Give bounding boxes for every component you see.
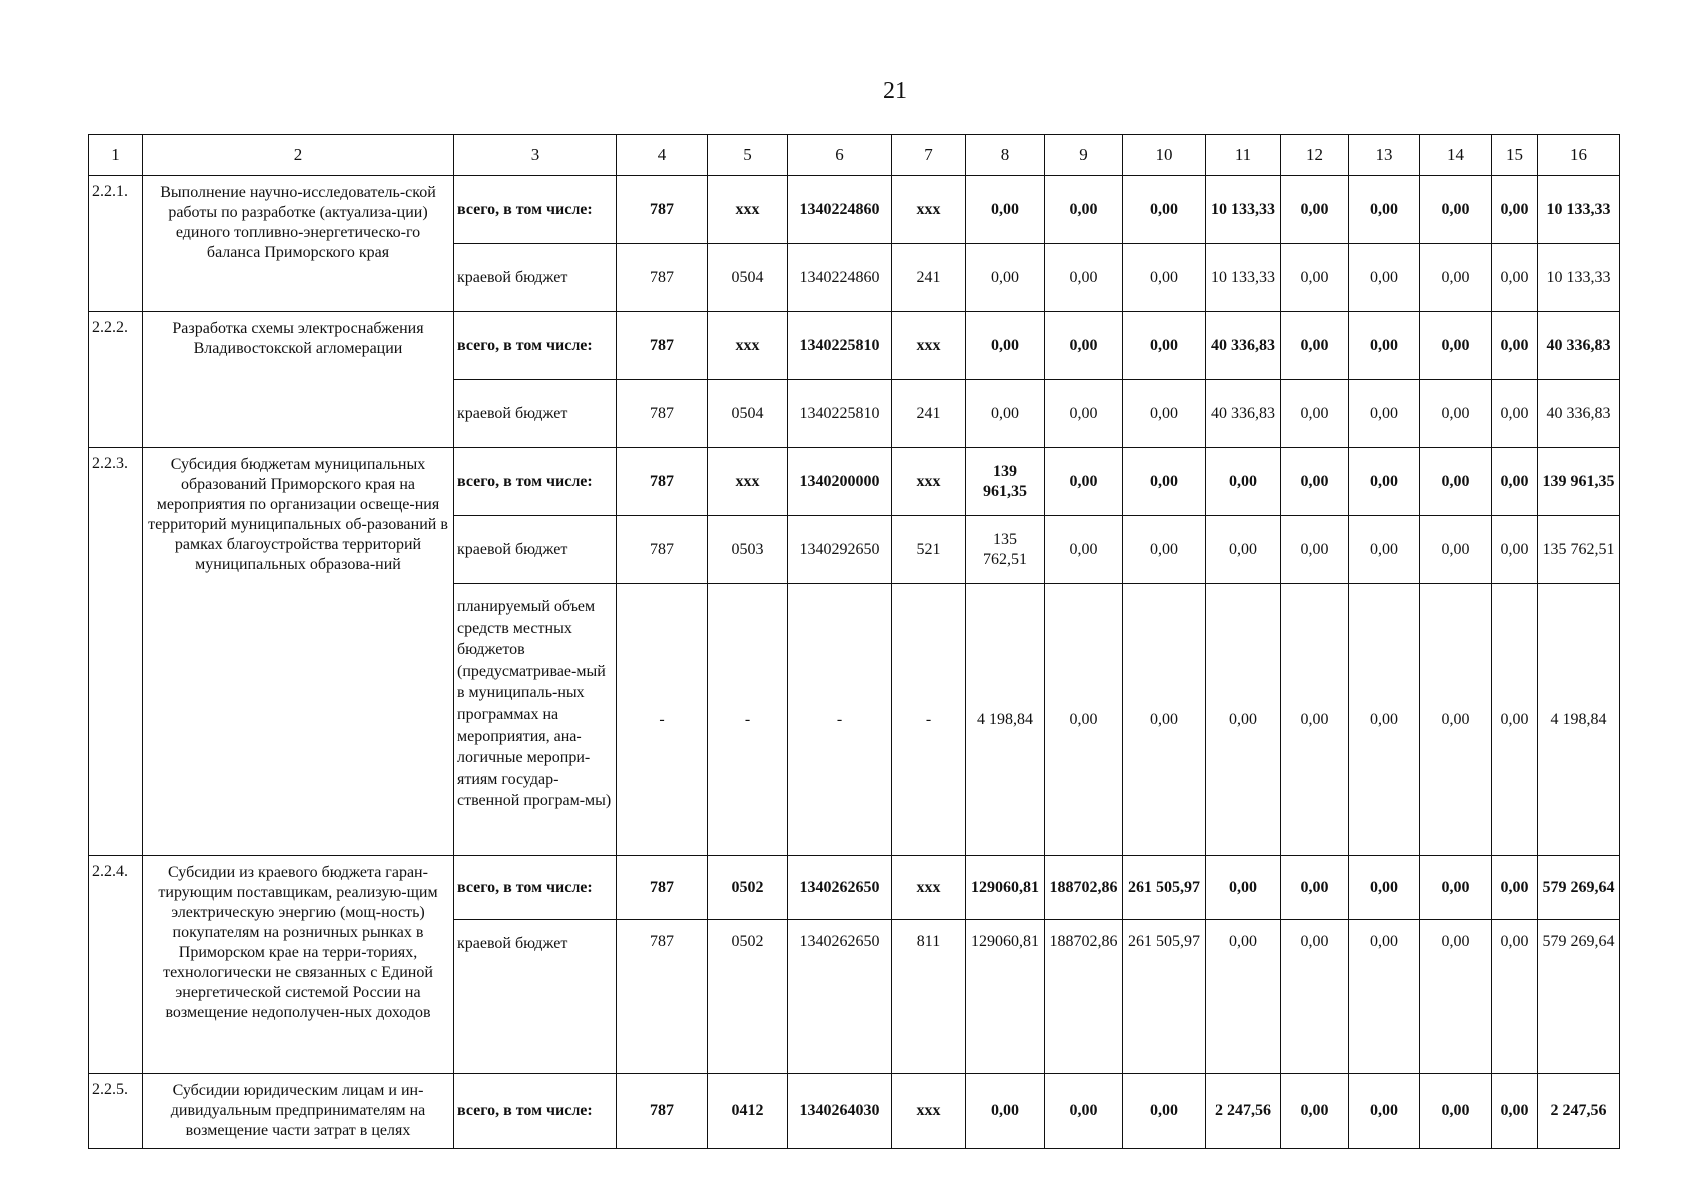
cell-value: xxx [892, 312, 966, 380]
cell-value: 0,00 [1206, 448, 1281, 516]
column-header: 6 [788, 135, 892, 176]
cell-value: 811 [892, 920, 966, 1074]
cell-value: 40 336,83 [1206, 312, 1281, 380]
cell-value: 188702,86 [1045, 856, 1123, 920]
cell-value: 10 133,33 [1538, 176, 1620, 244]
cell-value: 0,00 [1206, 584, 1281, 856]
cell-value: 787 [617, 1074, 708, 1149]
item-number: 2.2.1. [89, 176, 143, 312]
cell-value: 0,00 [966, 380, 1045, 448]
cell-value: 0,00 [1123, 448, 1206, 516]
cell-value: 0,00 [1349, 584, 1420, 856]
cell-value: 0,00 [1045, 380, 1123, 448]
cell-value: 1340224860 [788, 176, 892, 244]
cell-value: 2 247,56 [1538, 1074, 1620, 1149]
cell-value: 0,00 [1045, 584, 1123, 856]
cell-value: 0,00 [1492, 1074, 1538, 1149]
funding-source: краевой бюджет [454, 244, 617, 312]
column-header: 9 [1045, 135, 1123, 176]
cell-value: 0,00 [1420, 176, 1492, 244]
cell-value: 0,00 [1420, 516, 1492, 584]
cell-value: 40 336,83 [1538, 312, 1620, 380]
cell-value: 0503 [708, 516, 788, 584]
cell-value: 0,00 [1349, 856, 1420, 920]
column-header: 8 [966, 135, 1045, 176]
cell-value: 0,00 [1492, 448, 1538, 516]
column-header-row [89, 135, 1620, 176]
item-name: Разработка схемы электроснабжения Владивостокской агломерации [143, 312, 454, 448]
cell-value: 0,00 [1123, 516, 1206, 584]
cell-value: 0,00 [1420, 1074, 1492, 1149]
cell-value: 0,00 [966, 1074, 1045, 1149]
column-header: 5 [708, 135, 788, 176]
cell-value: 0,00 [1349, 244, 1420, 312]
item-name: Выполнение научно-исследователь-ской работы по разработке (актуализа-ции) единого топливно-энергетическо-го баланса Приморского края [143, 176, 454, 312]
cell-value: 40 336,83 [1538, 380, 1620, 448]
cell-value: 521 [892, 516, 966, 584]
cell-value: 0,00 [1492, 176, 1538, 244]
cell-value: 0412 [708, 1074, 788, 1149]
funding-source: всего, в том числе: [454, 856, 617, 920]
cell-value: 1340200000 [788, 448, 892, 516]
column-header: 11 [1206, 135, 1281, 176]
cell-value: 0,00 [1492, 584, 1538, 856]
cell-value: 787 [617, 920, 708, 1074]
cell-value: 0,00 [1349, 920, 1420, 1074]
funding-source: всего, в том числе: [454, 1074, 617, 1149]
cell-value: xxx [708, 448, 788, 516]
column-header: 13 [1349, 135, 1420, 176]
cell-value: 0,00 [966, 244, 1045, 312]
page-number: 21 [883, 78, 907, 104]
cell-value: 579 269,64 [1538, 920, 1620, 1074]
funding-source: краевой бюджет [454, 380, 617, 448]
cell-value: 787 [617, 448, 708, 516]
column-header: 3 [454, 135, 617, 176]
cell-value: 0,00 [1420, 856, 1492, 920]
cell-value: 261 505,97 [1123, 856, 1206, 920]
cell-value: 0,00 [1349, 312, 1420, 380]
cell-value: 135 762,51 [1538, 516, 1620, 584]
cell-value: 0,00 [1281, 244, 1349, 312]
cell-value: 1340264030 [788, 1074, 892, 1149]
cell-value: 1340225810 [788, 380, 892, 448]
cell-value: 0,00 [1492, 920, 1538, 1074]
cell-value: 0,00 [1123, 380, 1206, 448]
item-number: 2.2.3. [89, 448, 143, 856]
cell-value: 1340292650 [788, 516, 892, 584]
cell-value: - [892, 584, 966, 856]
cell-value: 0,00 [1281, 920, 1349, 1074]
cell-value: 0,00 [966, 176, 1045, 244]
cell-value: 0504 [708, 244, 788, 312]
cell-value: 1340262650 [788, 920, 892, 1074]
cell-value: 787 [617, 380, 708, 448]
cell-value: 0,00 [1281, 856, 1349, 920]
cell-value: 787 [617, 856, 708, 920]
table-row-total [89, 312, 1620, 380]
cell-value: 0,00 [1281, 448, 1349, 516]
item-number: 2.2.2. [89, 312, 143, 448]
column-header: 4 [617, 135, 708, 176]
cell-value: 0504 [708, 380, 788, 448]
budget-table [88, 134, 1620, 1149]
cell-value: 10 133,33 [1206, 176, 1281, 244]
column-header: 2 [143, 135, 454, 176]
cell-value: 0,00 [1045, 516, 1123, 584]
cell-value: 1340225810 [788, 312, 892, 380]
table-row-total [89, 176, 1620, 244]
column-header: 7 [892, 135, 966, 176]
funding-source: всего, в том числе: [454, 176, 617, 244]
cell-value: 135 762,51 [966, 516, 1045, 584]
cell-value: 0,00 [1123, 312, 1206, 380]
cell-value: 0502 [708, 856, 788, 920]
cell-value: 787 [617, 176, 708, 244]
cell-value: 0,00 [1123, 584, 1206, 856]
cell-value: - [788, 584, 892, 856]
item-number: 2.2.4. [89, 856, 143, 1074]
cell-value: 1340262650 [788, 856, 892, 920]
cell-value: 0,00 [1349, 380, 1420, 448]
cell-value: - [708, 584, 788, 856]
cell-value: 139 961,35 [1538, 448, 1620, 516]
cell-value: 0,00 [1492, 244, 1538, 312]
table-row-total [89, 856, 1620, 920]
cell-value: xxx [892, 856, 966, 920]
column-header: 12 [1281, 135, 1349, 176]
column-header: 1 [89, 135, 143, 176]
cell-value: xxx [892, 448, 966, 516]
cell-value: 0,00 [1123, 1074, 1206, 1149]
cell-value: xxx [892, 1074, 966, 1149]
cell-value: 0,00 [1349, 448, 1420, 516]
cell-value: 0,00 [1045, 312, 1123, 380]
cell-value: 0502 [708, 920, 788, 1074]
cell-value: 0,00 [1281, 516, 1349, 584]
cell-value: xxx [708, 176, 788, 244]
cell-value: 0,00 [1492, 856, 1538, 920]
cell-value: 261 505,97 [1123, 920, 1206, 1074]
cell-value: 0,00 [1281, 584, 1349, 856]
cell-value: xxx [708, 312, 788, 380]
cell-value: 4 198,84 [966, 584, 1045, 856]
cell-value: 129060,81 [966, 856, 1045, 920]
cell-value: 1340224860 [788, 244, 892, 312]
cell-value: 0,00 [1349, 1074, 1420, 1149]
funding-source: краевой бюджет [454, 920, 617, 1074]
cell-value: 787 [617, 312, 708, 380]
cell-value: 0,00 [1420, 312, 1492, 380]
cell-value: 0,00 [1123, 176, 1206, 244]
cell-value: 0,00 [1206, 516, 1281, 584]
column-header: 14 [1420, 135, 1492, 176]
cell-value: 0,00 [1492, 380, 1538, 448]
cell-value: 0,00 [1420, 920, 1492, 1074]
funding-source: всего, в том числе: [454, 312, 617, 380]
funding-source: всего, в том числе: [454, 448, 617, 516]
cell-value: 0,00 [1281, 380, 1349, 448]
column-header: 16 [1538, 135, 1620, 176]
cell-value: 0,00 [1420, 244, 1492, 312]
cell-value: - [617, 584, 708, 856]
cell-value: 4 198,84 [1538, 584, 1620, 856]
column-header: 15 [1492, 135, 1538, 176]
cell-value: 10 133,33 [1538, 244, 1620, 312]
cell-value: 787 [617, 516, 708, 584]
funding-source: планируемый объем средств местных бюджетов (предусматривае-мый в муниципаль-ных программах на мероприятия, ана-логичные меропри-ятиям государ-ственной програм-мы) [454, 584, 617, 856]
cell-value: xxx [892, 176, 966, 244]
item-name: Субсидия бюджетам муниципальных образований Приморского края на мероприятия по организации освеще-ния территорий муниципальных об-разований в рамках благоустройства территорий муниципальных образова-ний [143, 448, 454, 856]
column-header: 10 [1123, 135, 1206, 176]
cell-value: 241 [892, 380, 966, 448]
cell-value: 0,00 [1045, 176, 1123, 244]
cell-value: 241 [892, 244, 966, 312]
cell-value: 0,00 [1281, 312, 1349, 380]
cell-value: 40 336,83 [1206, 380, 1281, 448]
table-row-total [89, 448, 1620, 516]
cell-value: 0,00 [1420, 448, 1492, 516]
item-name: Субсидии юридическим лицам и ин-дивидуальным предпринимателям на возмещение части затрат в целях [143, 1074, 454, 1149]
cell-value: 0,00 [1045, 1074, 1123, 1149]
cell-value: 10 133,33 [1206, 244, 1281, 312]
cell-value: 0,00 [1045, 448, 1123, 516]
item-name: Субсидии из краевого бюджета гаран-тирующим поставщикам, реализую-щим электрическую энергию (мощ-ность) покупателям на розничных рынках в Приморском крае на терри-ториях, технологически не связанных с Единой энергетической системой России на возмещение недополучен-ных доходов [143, 856, 454, 1074]
cell-value: 787 [617, 244, 708, 312]
cell-value: 0,00 [1492, 516, 1538, 584]
cell-value: 579 269,64 [1538, 856, 1620, 920]
cell-value: 0,00 [966, 312, 1045, 380]
item-number: 2.2.5. [89, 1074, 143, 1149]
cell-value: 188702,86 [1045, 920, 1123, 1074]
cell-value: 0,00 [1123, 244, 1206, 312]
cell-value: 0,00 [1281, 176, 1349, 244]
cell-value: 0,00 [1349, 516, 1420, 584]
cell-value: 0,00 [1492, 312, 1538, 380]
cell-value: 0,00 [1206, 856, 1281, 920]
cell-value: 0,00 [1420, 380, 1492, 448]
cell-value: 0,00 [1206, 920, 1281, 1074]
cell-value: 2 247,56 [1206, 1074, 1281, 1149]
cell-value: 139 961,35 [966, 448, 1045, 516]
cell-value: 0,00 [1281, 1074, 1349, 1149]
table-row-total [89, 1074, 1620, 1149]
cell-value: 129060,81 [966, 920, 1045, 1074]
cell-value: 0,00 [1420, 584, 1492, 856]
cell-value: 0,00 [1349, 176, 1420, 244]
cell-value: 0,00 [1045, 244, 1123, 312]
funding-source: краевой бюджет [454, 516, 617, 584]
